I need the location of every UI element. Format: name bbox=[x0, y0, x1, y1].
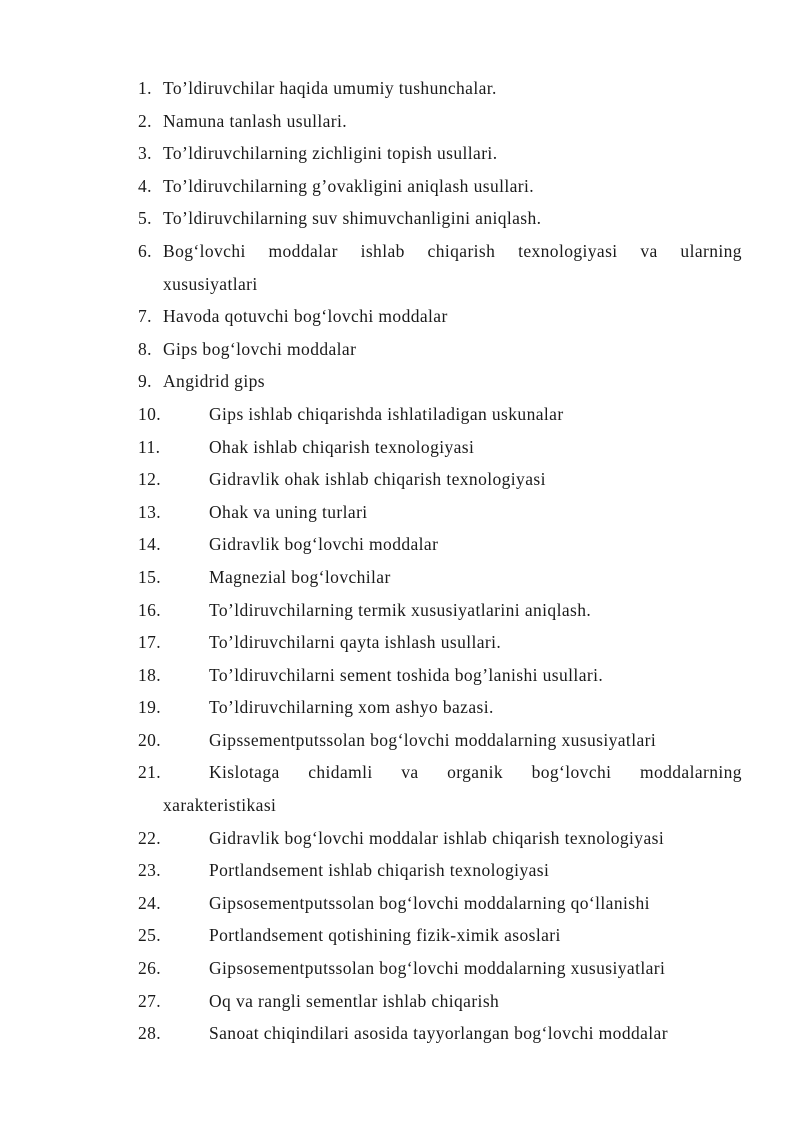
list-item bbox=[0, 202, 800, 235]
list-item bbox=[0, 626, 800, 659]
item-word: va bbox=[401, 762, 419, 783]
item-text: Magnezial bog‘lovchilar bbox=[209, 566, 391, 587]
item-text: To’ldiruvchilar haqida umumiy tushunchalar. bbox=[163, 78, 497, 98]
list-item bbox=[0, 170, 800, 203]
item-text: To’ldiruvchilarning termik xususiyatlarini aniqlash. bbox=[209, 599, 592, 620]
list-item bbox=[0, 137, 800, 170]
list-item bbox=[0, 333, 800, 366]
item-number: 2. bbox=[138, 110, 152, 131]
item-number: 23. bbox=[138, 860, 162, 881]
item-text: Ohak va uning turlari bbox=[209, 501, 368, 522]
item-number: 12. bbox=[138, 469, 162, 490]
list-item bbox=[0, 398, 800, 431]
item-text: Angidrid gips bbox=[163, 371, 265, 392]
item-number: 19. bbox=[138, 697, 162, 718]
list-item bbox=[0, 463, 800, 496]
item-number: 25. bbox=[138, 925, 162, 946]
item-text: To’ldiruvchilarning suv shimuvchanligini aniqlash. bbox=[163, 208, 542, 229]
item-word: bog‘lovchi bbox=[531, 762, 612, 783]
item-word: chiqarish bbox=[427, 240, 496, 261]
item-text-line bbox=[209, 756, 742, 789]
item-text: To’ldiruvchilarni qayta ishlash usullari. bbox=[209, 632, 502, 653]
item-word: ularning bbox=[680, 240, 742, 261]
item-text: Gidravlik ohak ishlab chiqarish texnologiyasi bbox=[209, 469, 546, 490]
list-item bbox=[0, 822, 800, 855]
item-number: 1. bbox=[138, 78, 152, 98]
item-number: 20. bbox=[138, 729, 162, 750]
item-number: 26. bbox=[138, 958, 162, 979]
list-item bbox=[0, 105, 800, 138]
list-item bbox=[0, 431, 800, 464]
list-item bbox=[0, 724, 800, 757]
item-word: ishlab bbox=[360, 240, 405, 261]
item-number: 18. bbox=[138, 664, 162, 685]
item-number: 16. bbox=[138, 599, 162, 620]
item-text: Portlandsement ishlab chiqarish texnologiyasi bbox=[209, 860, 550, 881]
item-word: Bog‘lovchi bbox=[163, 240, 246, 261]
item-number: 9. bbox=[138, 371, 152, 392]
item-text-continuation: xususiyatlari bbox=[163, 273, 258, 294]
item-word: moddalarning bbox=[639, 762, 742, 783]
item-word: va bbox=[640, 240, 658, 261]
list-item bbox=[0, 659, 800, 692]
item-word: organik bbox=[447, 762, 504, 783]
list-item bbox=[0, 919, 800, 952]
item-number: 21. bbox=[138, 762, 162, 783]
item-text: Gidravlik bog‘lovchi moddalar bbox=[209, 534, 439, 555]
item-text: Gips ishlab chiqarishda ishlatiladigan uskunalar bbox=[209, 403, 564, 424]
item-text: Gipsosementputssolan bog‘lovchi moddalarning qo‘llanishi bbox=[209, 892, 650, 913]
item-number: 22. bbox=[138, 827, 162, 848]
item-number: 7. bbox=[138, 306, 152, 327]
item-text: Gips bog‘lovchi moddalar bbox=[163, 338, 357, 359]
list-item bbox=[0, 72, 800, 105]
list-item bbox=[0, 1017, 800, 1050]
item-number: 24. bbox=[138, 892, 162, 913]
item-text: To’ldiruvchilarning xom ashyo bazasi. bbox=[209, 697, 494, 718]
list-item bbox=[0, 561, 800, 594]
list-item bbox=[0, 887, 800, 920]
item-number: 15. bbox=[138, 566, 162, 587]
item-number: 27. bbox=[138, 990, 162, 1011]
item-text: Ohak ishlab chiqarish texnologiyasi bbox=[209, 436, 475, 457]
item-word: chidamli bbox=[308, 762, 373, 783]
item-text: To’ldiruvchilarni sement toshida bog’lanishi usullari. bbox=[209, 664, 604, 685]
item-text-line bbox=[163, 235, 742, 268]
item-text: To’ldiruvchilarning g’ovakligini aniqlash usullari. bbox=[163, 175, 535, 196]
list-item bbox=[0, 854, 800, 887]
item-number: 28. bbox=[138, 1023, 162, 1044]
item-number: 4. bbox=[138, 175, 152, 196]
list-item bbox=[0, 952, 800, 985]
item-number: 6. bbox=[138, 240, 152, 261]
item-text: Gidravlik bog‘lovchi moddalar ishlab chiqarish texnologiyasi bbox=[209, 827, 665, 848]
item-number: 5. bbox=[138, 208, 152, 229]
list-item bbox=[0, 985, 800, 1018]
item-text: Sanoat chiqindilari asosida tayyorlangan bog‘lovchi moddalar bbox=[209, 1023, 668, 1044]
item-text: Namuna tanlash usullari. bbox=[163, 110, 348, 131]
item-text: Havoda qotuvchi bog‘lovchi moddalar bbox=[163, 306, 448, 327]
list-item bbox=[0, 300, 800, 333]
item-number: 8. bbox=[138, 338, 152, 359]
item-text: Gipsosementputssolan bog‘lovchi moddalarning xususiyatlari bbox=[209, 958, 666, 979]
item-text: To’ldiruvchilarning zichligini topish usullari. bbox=[163, 143, 498, 164]
item-number: 3. bbox=[138, 143, 152, 164]
item-number: 11. bbox=[138, 436, 161, 457]
list-item bbox=[0, 496, 800, 529]
item-number: 13. bbox=[138, 501, 162, 522]
item-word: texnologiyasi bbox=[518, 240, 618, 261]
list-item bbox=[0, 691, 800, 724]
item-number: 10. bbox=[138, 403, 162, 424]
item-number: 17. bbox=[138, 632, 162, 653]
list-item bbox=[0, 528, 800, 561]
topic-list bbox=[0, 72, 800, 1050]
list-item bbox=[0, 365, 800, 398]
list-item bbox=[0, 594, 800, 627]
item-word: Kislotaga bbox=[209, 762, 280, 783]
list-item bbox=[0, 756, 800, 821]
item-number: 14. bbox=[138, 534, 162, 555]
item-word: moddalar bbox=[268, 240, 338, 261]
item-text-continuation: xarakteristikasi bbox=[163, 795, 277, 816]
list-item bbox=[0, 235, 800, 300]
item-text: Gipssementputssolan bog‘lovchi moddalarning xususiyatlari bbox=[209, 729, 657, 750]
item-text: Portlandsement qotishining fizik-ximik asoslari bbox=[209, 925, 561, 946]
item-text: Oq va rangli sementlar ishlab chiqarish bbox=[209, 990, 500, 1011]
